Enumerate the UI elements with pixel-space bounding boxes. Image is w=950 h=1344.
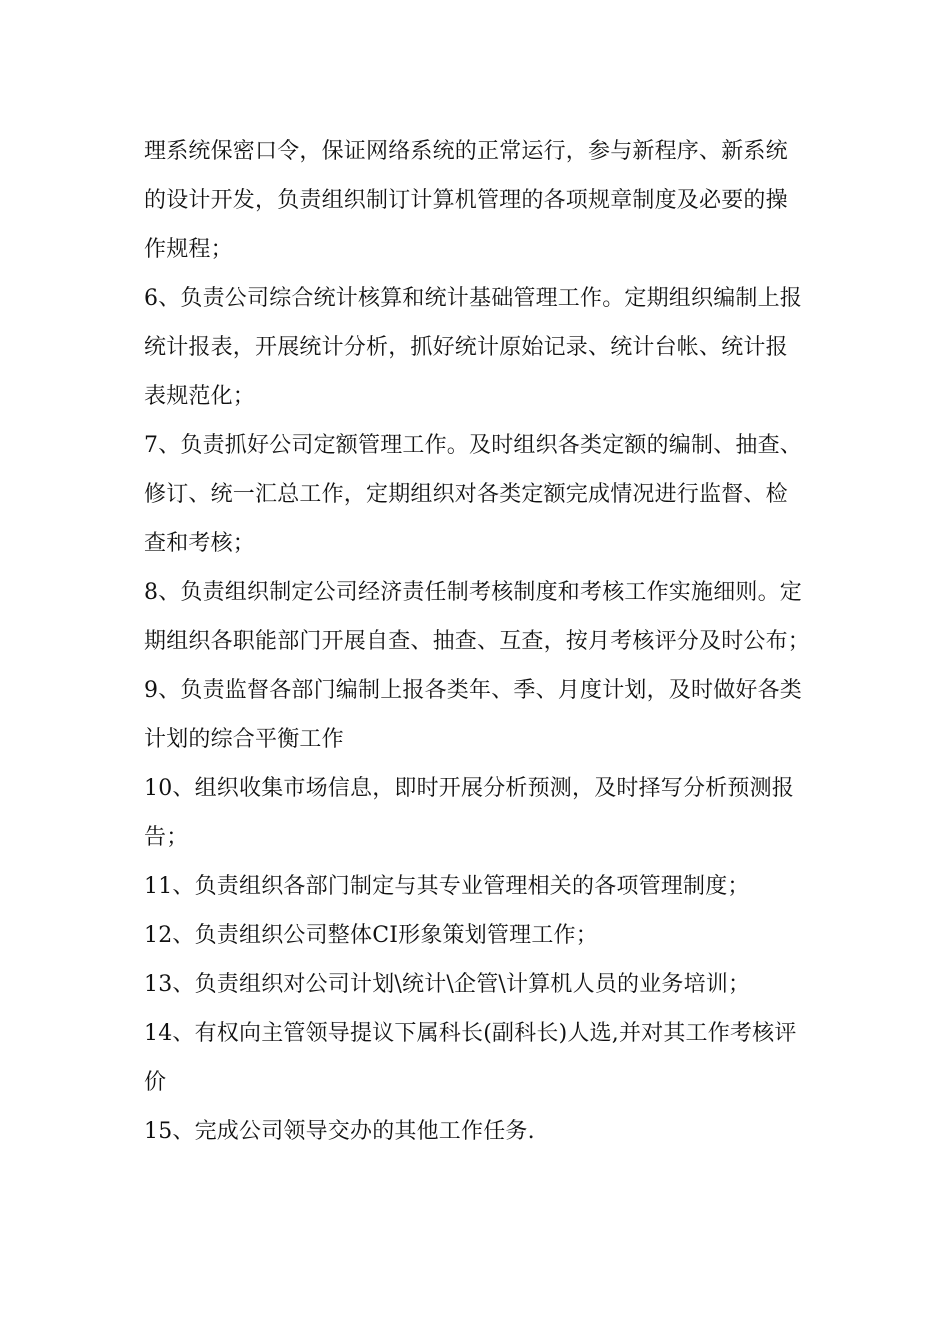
- paragraph-item-15: 15、完成公司领导交办的其他工作任务.: [144, 1119, 535, 1144]
- paragraph-item-11: 11、负责组织各部门制定与其专业管理相关的各项管理制度；: [144, 874, 750, 899]
- paragraph-item-14: 14、有权向主管领导提议下属科长(副科长)人选,并对其工作考核评 价: [144, 1021, 797, 1095]
- paragraph-item-12: 12、负责组织公司整体CI形象策划管理工作；: [144, 923, 598, 948]
- paragraph-continuation: 理系统保密口令，保证网络系统的正常运行，参与新程序、新系统 的设计开发，负责组织制订计算机管理的各项规章制度及必要的操 作规程；: [144, 139, 788, 262]
- paragraph-item-13: 13、负责组织对公司计划\统计\企管\计算机人员的业务培训；: [144, 972, 751, 997]
- paragraph-item-6: 6、负责公司综合统计核算和统计基础管理工作。定期组织编制上报 统计报表，开展统计分析，抓好统计原始记录、统计台帐、统计报 表规范化；: [144, 286, 802, 409]
- paragraph-item-9: 9、负责监督各部门编制上报各类年、季、月度计划，及时做好各类 计划的综合平衡工作: [144, 678, 802, 752]
- paragraph-item-8: 8、负责组织制定公司经济责任制考核制度和考核工作实施细则。定 期组织各职能部门开展自查、抽查、互查，按月考核评分及时公布；: [144, 580, 811, 654]
- paragraph-item-10: 10、组织收集市场信息，即时开展分析预测，及时择写分析预测报 告；: [144, 776, 794, 850]
- document-body: [144, 127, 816, 1156]
- paragraph-item-7: 7、负责抓好公司定额管理工作。及时组织各类定额的编制、抽查、 修订、统一汇总工作，定期组织对各类定额完成情况进行监督、检 查和考核；: [144, 433, 802, 556]
